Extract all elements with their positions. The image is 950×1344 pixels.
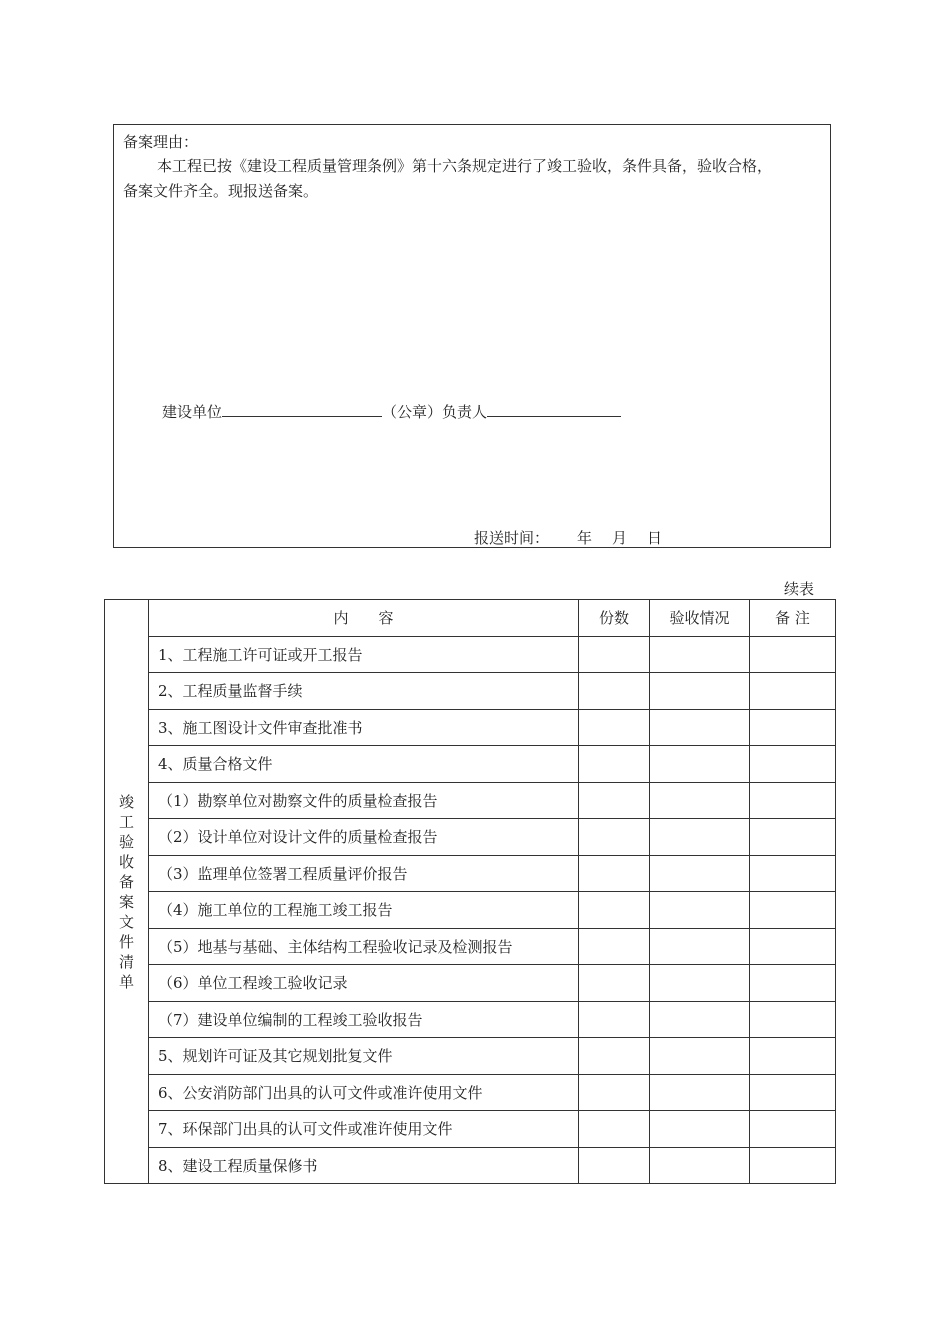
responsible-blank <box>487 402 621 417</box>
row-content: 4、质量合格文件 <box>149 746 579 783</box>
row-remarks[interactable] <box>750 1147 836 1184</box>
row-acceptance[interactable] <box>650 965 750 1002</box>
row-acceptance[interactable] <box>650 746 750 783</box>
row-content: （3）监理单位签署工程质量评价报告 <box>149 855 579 892</box>
table-row <box>105 1001 836 1038</box>
row-remarks[interactable] <box>750 928 836 965</box>
header-copies: 份数 <box>579 600 650 637</box>
table-row <box>105 965 836 1002</box>
reason-heading: 备案理由： <box>123 133 199 151</box>
table-row <box>105 709 836 746</box>
row-acceptance[interactable] <box>650 1147 750 1184</box>
signature-line <box>162 401 621 422</box>
row-acceptance[interactable] <box>650 1038 750 1075</box>
table-row <box>105 1111 836 1148</box>
table-row <box>105 892 836 929</box>
row-acceptance[interactable] <box>650 819 750 856</box>
row-acceptance[interactable] <box>650 782 750 819</box>
row-copies[interactable] <box>579 1111 650 1148</box>
row-copies[interactable] <box>579 1147 650 1184</box>
side-label: 竣工验收备案文件清单 <box>118 792 134 991</box>
row-acceptance[interactable] <box>650 709 750 746</box>
time-label: 报送时间： <box>474 529 550 547</box>
row-remarks[interactable] <box>750 1074 836 1111</box>
table-row <box>105 1074 836 1111</box>
row-content: （5）地基与基础、主体结构工程验收记录及检测报告 <box>149 928 579 965</box>
row-copies[interactable] <box>579 673 650 710</box>
row-acceptance[interactable] <box>650 1111 750 1148</box>
row-content: 7、环保部门出具的认可文件或准许使用文件 <box>149 1111 579 1148</box>
day-label: 日 <box>647 529 663 547</box>
row-acceptance[interactable] <box>650 855 750 892</box>
row-remarks[interactable] <box>750 782 836 819</box>
row-acceptance[interactable] <box>650 928 750 965</box>
table-row <box>105 819 836 856</box>
row-content: 1、工程施工许可证或开工报告 <box>149 636 579 673</box>
header-remarks: 备 注 <box>750 600 836 637</box>
row-copies[interactable] <box>579 636 650 673</box>
year-label: 年 <box>577 529 593 547</box>
row-copies[interactable] <box>579 855 650 892</box>
row-copies[interactable] <box>579 709 650 746</box>
row-content: （7）建设单位编制的工程竣工验收报告 <box>149 1001 579 1038</box>
table-row <box>105 636 836 673</box>
unit-blank <box>222 402 382 417</box>
seal-label: （公章）负责人 <box>382 403 488 421</box>
row-content: 5、规划许可证及其它规划批复文件 <box>149 1038 579 1075</box>
row-acceptance[interactable] <box>650 673 750 710</box>
row-acceptance[interactable] <box>650 892 750 929</box>
header-acceptance: 验收情况 <box>650 600 750 637</box>
row-remarks[interactable] <box>750 892 836 929</box>
row-remarks[interactable] <box>750 1001 836 1038</box>
filing-reason-box <box>113 124 831 548</box>
row-remarks[interactable] <box>750 819 836 856</box>
side-label-cell <box>105 600 149 1184</box>
row-remarks[interactable] <box>750 709 836 746</box>
unit-label: 建设单位 <box>162 403 223 421</box>
continued-label: 续表 <box>784 580 815 598</box>
table-row <box>105 673 836 710</box>
row-content: （2）设计单位对设计文件的质量检查报告 <box>149 819 579 856</box>
row-acceptance[interactable] <box>650 636 750 673</box>
row-remarks[interactable] <box>750 965 836 1002</box>
reason-line-2: 备案文件齐全。现报送备案。 <box>123 182 319 200</box>
row-copies[interactable] <box>579 1074 650 1111</box>
row-content: （6）单位工程竣工验收记录 <box>149 965 579 1002</box>
month-label: 月 <box>612 529 628 547</box>
table-row <box>105 1147 836 1184</box>
row-copies[interactable] <box>579 965 650 1002</box>
row-remarks[interactable] <box>750 746 836 783</box>
row-acceptance[interactable] <box>650 1001 750 1038</box>
table-row <box>105 855 836 892</box>
header-content: 内 容 <box>149 600 579 637</box>
row-remarks[interactable] <box>750 673 836 710</box>
row-copies[interactable] <box>579 819 650 856</box>
row-content: 6、公安消防部门出具的认可文件或准许使用文件 <box>149 1074 579 1111</box>
row-copies[interactable] <box>579 782 650 819</box>
row-copies[interactable] <box>579 1001 650 1038</box>
row-content: （1）勘察单位对勘察文件的质量检查报告 <box>149 782 579 819</box>
row-copies[interactable] <box>579 1038 650 1075</box>
row-content: 3、施工图设计文件审查批准书 <box>149 709 579 746</box>
table-header-row <box>105 600 836 637</box>
row-remarks[interactable] <box>750 1038 836 1075</box>
row-remarks[interactable] <box>750 1111 836 1148</box>
filing-document-list <box>104 599 836 1184</box>
table-row <box>105 928 836 965</box>
row-remarks[interactable] <box>750 855 836 892</box>
row-copies[interactable] <box>579 746 650 783</box>
reason-line-1: 本工程已按《建设工程质量管理条例》第十六条规定进行了竣工验收，条件具备，验收合格， <box>157 157 773 175</box>
row-copies[interactable] <box>579 928 650 965</box>
row-copies[interactable] <box>579 892 650 929</box>
row-acceptance[interactable] <box>650 1074 750 1111</box>
table-row <box>105 1038 836 1075</box>
row-content: 2、工程质量监督手续 <box>149 673 579 710</box>
row-content: （4）施工单位的工程施工竣工报告 <box>149 892 579 929</box>
table-row <box>105 746 836 783</box>
row-content: 8、建设工程质量保修书 <box>149 1147 579 1184</box>
table-row <box>105 782 836 819</box>
row-remarks[interactable] <box>750 636 836 673</box>
submit-time <box>474 527 662 548</box>
